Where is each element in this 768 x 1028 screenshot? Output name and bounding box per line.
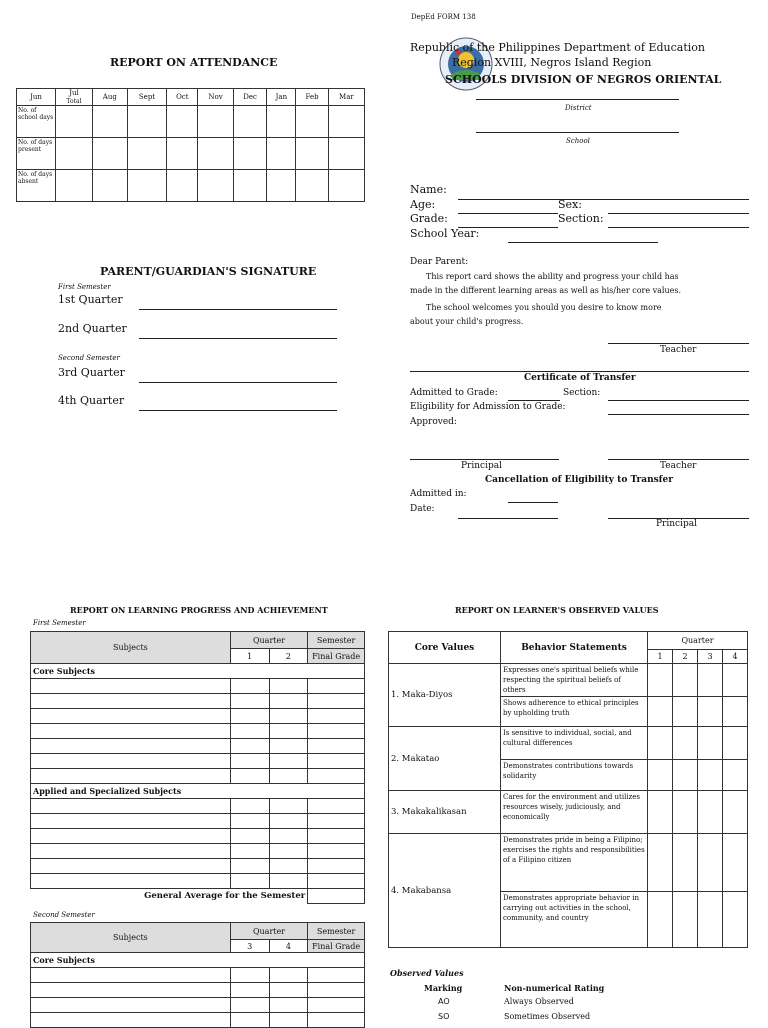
values-table [388,631,748,948]
behavior-statement: Demonstrates appropriate behavior in carrying out activities in the school, community, and country [501,892,648,948]
values-q1: 1 [648,650,673,664]
month-header: Oct [167,89,198,106]
values-quarter-header: Quarter [648,632,748,650]
signature-line [139,309,337,310]
legend-rating: Always Observed [504,997,574,1006]
quarter-header: Quarter [230,923,307,940]
core-value: 1. Maka-Diyos [389,664,501,727]
general-average-label: General Average for the Semester [144,891,306,902]
attendance-title: REPORT ON ATTENDANCE [110,56,278,69]
sex-label: Sex: [558,198,582,211]
legend-mark: SO [438,1012,450,1021]
second-semester-label: Second Semester [58,354,120,362]
values-q2: 2 [673,650,698,664]
values-q3: 3 [698,650,723,664]
quarter-header: Quarter [230,632,307,649]
q3-header: 3 [230,940,269,953]
attendance-row-label: No. of school days [17,106,56,138]
form-number: DepEd FORM 138 [411,13,476,21]
signature-line [139,410,337,411]
signature-line [139,382,337,383]
date-line [458,518,558,519]
core-values-header: Core Values [389,632,501,664]
final-grade-header: Final Grade [308,940,365,953]
school-line [476,132,679,133]
subjects-header: Subjects [31,923,231,953]
attendance-row-label: No. of days absent [17,170,56,202]
grade-label: Grade: [410,212,448,225]
progress-table-sem2 [30,922,365,1028]
month-header: Nov [198,89,233,106]
legend-mark: AO [438,997,450,1006]
month-header: Dec [233,89,267,106]
values-title: REPORT ON LEARNER'S OBSERVED VALUES [455,605,659,615]
principal-label: Principal [461,461,502,471]
republic-line: Republic of the Philippines Department of Education [410,41,705,54]
month-header: Jan [267,89,296,106]
letter-text: The school welcomes you should you desire to know more [426,303,662,312]
subjects-header: Subjects [31,632,231,664]
transfer-title: Certificate of Transfer [524,373,636,383]
principal-signature-line [410,459,559,460]
letter-text: made in the different learning areas as well as his/her core values. [410,286,682,295]
approved-label: Approved: [410,417,457,427]
q1-header: 1 [230,649,269,664]
attendance-table [16,88,365,202]
month-header: Mar [328,89,364,106]
month-header: Feb [296,89,329,106]
final-grade-header: Final Grade [308,649,365,664]
core-subjects-header: Core Subjects [31,953,365,968]
admitted-in-line [508,502,558,503]
behavior-statement: Is sensitive to individual, social, and cultural differences [501,727,648,760]
month-header: Jun [17,89,56,106]
letter-text: This report card shows the ability and progress your child has [426,272,679,281]
admitted-in-label: Admitted in: [410,489,467,499]
applied-subjects-header: Applied and Specialized Subjects [31,784,365,799]
legend-title: Observed Values [390,968,464,978]
eligibility-line [608,414,749,415]
behavior-statement: Demonstrates pride in being a Filipino; exercises the rights and responsibilities of a Filipino citizen [501,834,648,892]
quarter-4-label: 4th Quarter [58,394,125,407]
section-divider [410,371,749,372]
principal-label: Principal [656,519,697,529]
school-year-field-line [508,242,658,243]
name-label: Name: [410,183,447,196]
month-header: Aug [93,89,128,106]
quarter-3-label: 3rd Quarter [58,366,125,379]
progress-title: REPORT ON LEARNING PROGRESS AND ACHIEVEMENT [70,605,328,615]
q2-header: 2 [269,649,308,664]
core-value: 3. Makakalikasan [389,791,501,834]
total-header: Total [66,98,82,105]
behavior-statement: Demonstrates contributions towards solidarity [501,760,648,791]
teacher-label: Teacher [660,461,697,471]
rating-header: Non-numerical Rating [504,983,605,993]
month-header: Sept [127,89,167,106]
transfer-section-line [608,400,749,401]
behavior-header: Behavior Statements [501,632,648,664]
q4-header: 4 [269,940,308,953]
district-label: District [565,104,592,112]
semester-header: Semester [308,923,365,940]
progress-table-sem1 [30,631,365,904]
letter-text: about your child's progress. [410,317,524,326]
behavior-statement: Expresses one's spiritual beliefs while respecting the spiritual beliefs of others [501,664,648,697]
values-q4: 4 [723,650,748,664]
semester-header: Semester [308,632,365,649]
teacher-label: Teacher [660,345,697,355]
marking-header: Marking [424,983,463,993]
district-line [476,99,679,100]
month-header: Jul Total [56,89,93,106]
first-semester-label: First Semester [58,283,111,291]
behavior-statement: Cares for the environment and utilizes resources wisely, judiciously, and economically [501,791,648,834]
transfer-section-label: Section: [563,388,601,398]
progress-first-semester: First Semester [33,619,86,627]
letter-greeting: Dear Parent: [410,257,469,267]
quarter-2-label: 2nd Quarter [58,322,127,335]
school-year-label: School Year: [410,227,480,240]
name-field-line [458,199,749,200]
teacher-signature-line [608,459,749,460]
admitted-grade-line [508,400,560,401]
signature-line [139,338,337,339]
core-subjects-header: Core Subjects [31,664,365,679]
core-value: 4. Makabansa [389,834,501,948]
admitted-grade-label: Admitted to Grade: [410,388,498,398]
region-line: Region XVIII, Negros Island Region [452,56,652,69]
school-label: School [566,137,590,145]
age-label: Age: [410,198,436,211]
behavior-statement: Shows adherence to ethical principles by upholding truth [501,697,648,727]
quarter-1-label: 1st Quarter [58,293,123,306]
attendance-row-label: No. of days present [17,138,56,170]
progress-second-semester: Second Semester [33,911,95,919]
section-field-line [608,227,749,228]
core-value: 2. Makatao [389,727,501,791]
legend-rating: Sometimes Observed [504,1012,591,1021]
date-label: Date: [410,504,435,514]
sex-field-line [608,213,749,214]
parent-signature-title: PARENT/GUARDIAN'S SIGNATURE [100,265,317,278]
cancellation-title: Cancellation of Eligibility to Transfer [485,475,674,485]
section-label: Section: [558,212,604,225]
age-field-line [458,213,558,214]
eligibility-label: Eligibility for Admission to Grade: [410,402,566,412]
teacher-signature-line [608,343,749,344]
division-title: SCHOOLS DIVISION OF NEGROS ORIENTAL [445,73,722,86]
